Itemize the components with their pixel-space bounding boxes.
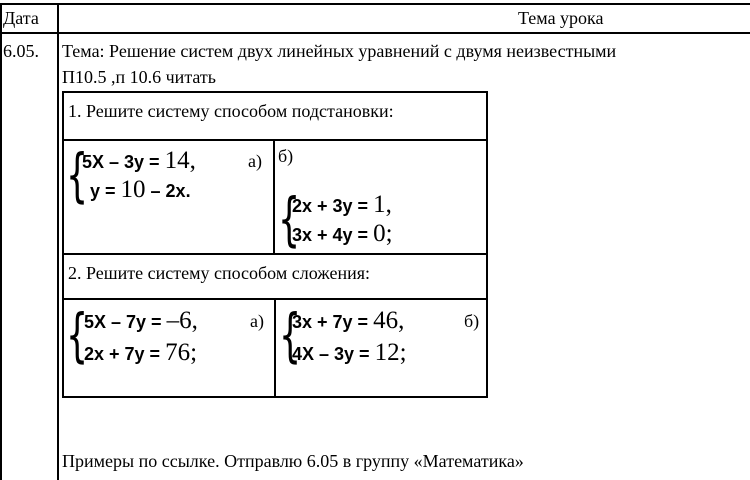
ex-h2 [62,253,488,255]
header-topic: Тема урока [518,8,604,28]
header-bottom-border [0,32,750,34]
task1-b-label: б) [278,146,294,166]
task2-title: 2. Решите систему способом сложения: [68,263,370,283]
ex-left [62,91,64,398]
task2-a-eq1-terms: 5X – 7y = [84,312,167,332]
task1-a-eq2-terms: y = [90,181,121,201]
task2-a-eq2 [84,340,197,369]
task1-b-eq2-num: 0; [373,220,393,247]
task2-b-eq2-terms: 4X – 3y = [292,344,375,364]
task1-b-eq2-terms: 3x + 4y = [292,225,374,245]
task1-b-eq1 [292,192,392,221]
task1-b-eq1-num: 1, [373,191,392,218]
task1-a-brace: { [66,141,89,209]
task2-b-eq2-num: 12; [374,339,407,366]
task2-b-brace: { [279,301,302,369]
ex-mid-1 [273,139,275,255]
task1-a-label: а) [248,151,262,171]
task1-b-eq2 [292,221,393,250]
outer-left-border [0,3,2,480]
header-date: Дата [3,8,39,28]
task2-a-eq2-num: 76; [165,339,198,366]
ex-h1 [62,139,488,141]
task2-a-eq1 [84,308,198,337]
task2-b-eq1-terms: 3x + 7y = [292,312,374,332]
task2-b-eq1 [292,308,404,337]
task1-a-eq2 [90,177,191,206]
task2-a-brace: { [66,301,89,369]
task2-b-label: б) [464,311,480,331]
row-date: 6.05. [3,41,39,61]
reading-assignment: П10.5 ,п 10.6 читать [62,67,217,87]
task2-a-eq2-terms: 2x + 7y = [84,344,166,364]
task2-a-eq1-num: –6, [166,307,198,334]
outer-top-border [0,3,750,5]
footer-note: Примеры по ссылке. Отправлю 6.05 в группу «Математика» [62,451,524,471]
ex-mid-2 [274,298,276,398]
task1-title: 1. Решите систему способом подстановки: [68,101,394,121]
task1-b-eq1-terms: 2x + 3y = [292,196,374,216]
column-divider [57,3,59,480]
task2-a-label: а) [250,311,264,331]
task1-b-brace: { [278,185,301,253]
lesson-topic: Тема: Решение систем двух линейных уравнений с двумя неизвестными [62,41,617,61]
task2-b-eq1-num: 46, [373,307,405,334]
task1-a-eq2-tail: – 2x. [145,181,191,201]
task1-a-eq1-num: 14, [164,147,196,174]
task2-b-eq2 [292,340,407,369]
ex-right [486,91,488,398]
task1-a-eq1-terms: 5X – 3y = [82,152,165,172]
task1-a-eq2-num: 10 [120,176,146,203]
task1-a-eq1 [82,148,196,177]
ex-top [62,91,488,93]
